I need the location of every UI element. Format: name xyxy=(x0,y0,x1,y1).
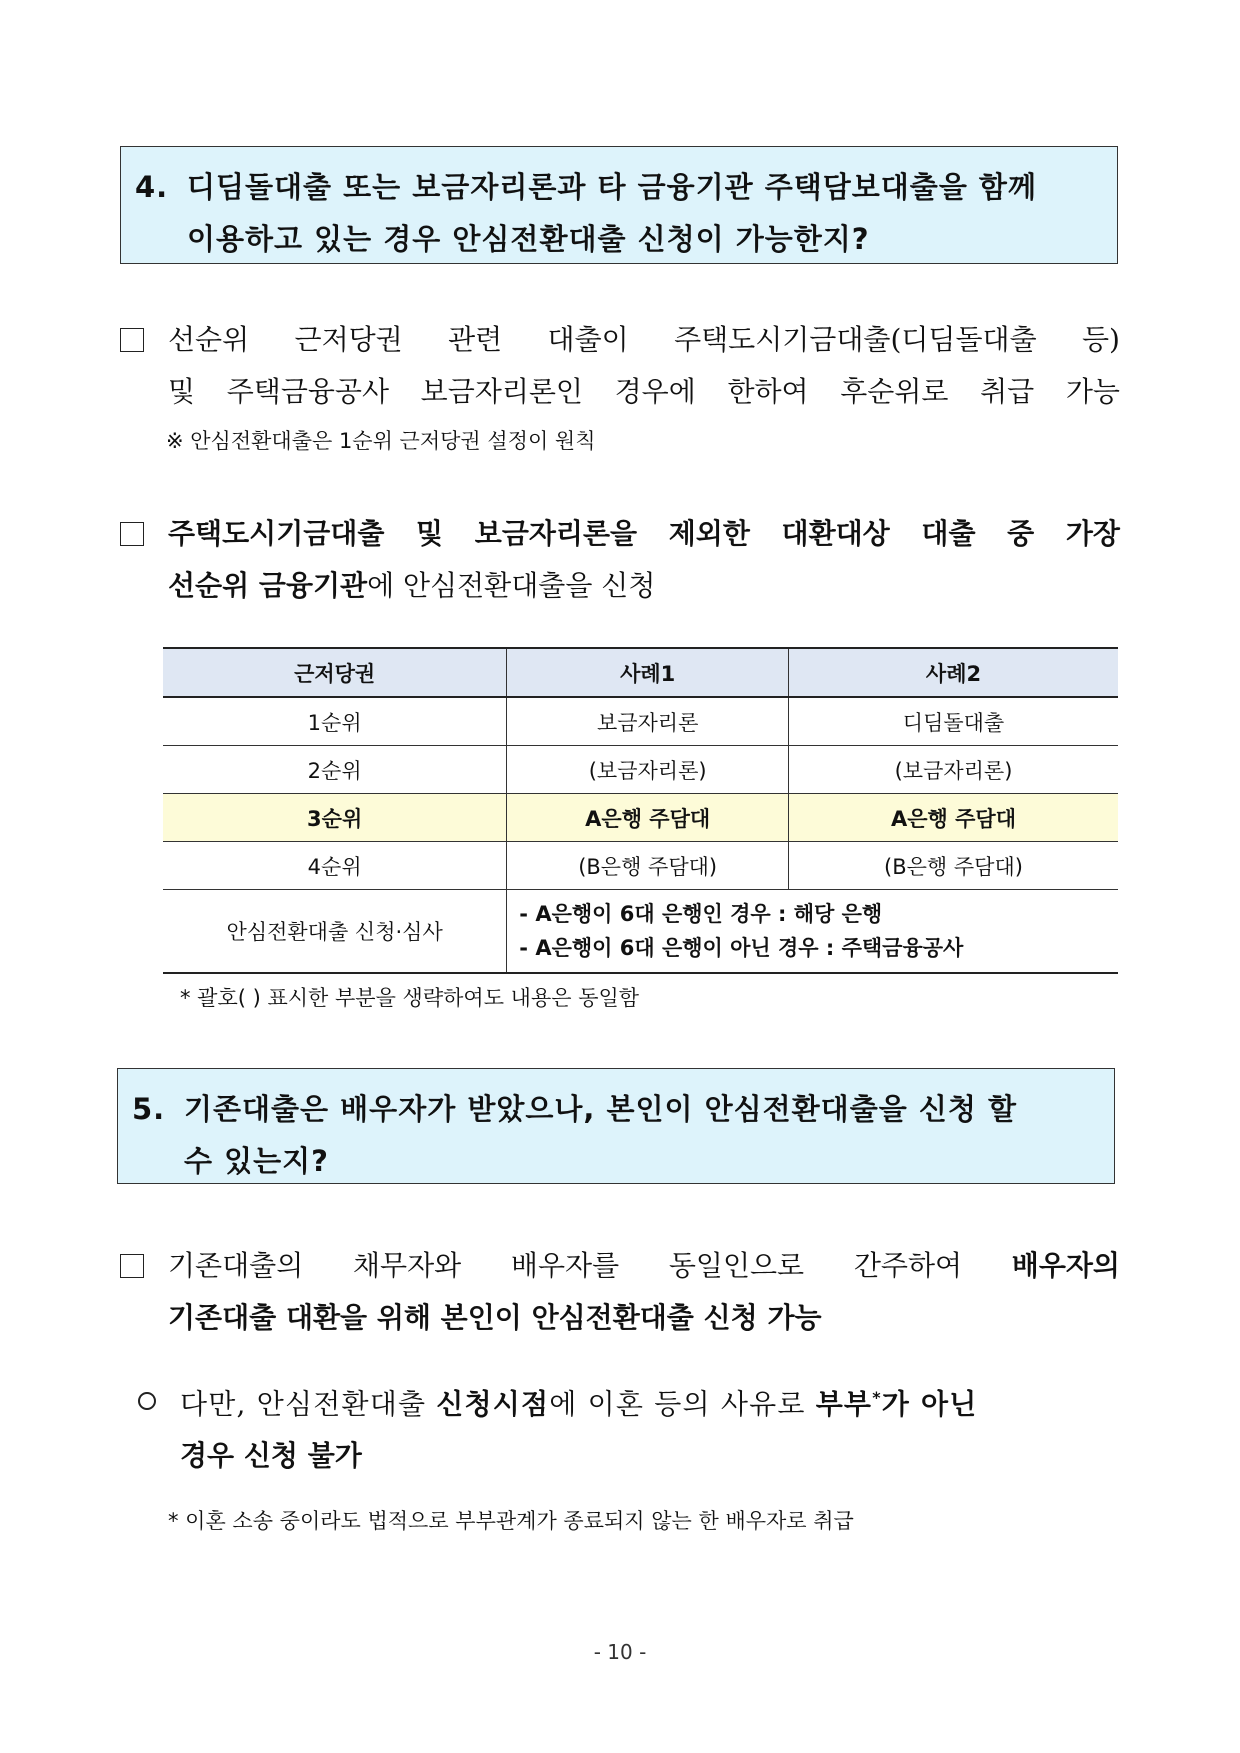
q4-answer-1-line-2: 및 주택금융공사 보금자리론인 경우에 한하여 후순위로 취급 가능 xyxy=(168,375,1120,408)
table-header-cell: 사례2 xyxy=(789,648,1118,697)
table-cell: (B은행 주담대) xyxy=(789,842,1118,890)
question-4-box xyxy=(120,146,1118,264)
q4-answer-1-line-1: 선순위 근저당권 관련 대출이 주택도시기금대출(디딤돌대출 등) xyxy=(120,314,1120,366)
q4-answer-1 xyxy=(120,314,1120,418)
q5-answer-1-line-1: 기존대출의 채무자와 배우자를 동일인으로 간주하여 배우자의 xyxy=(120,1240,1120,1292)
table-header-cell: 사례1 xyxy=(507,648,789,697)
q5-answer-1-line-2: 기존대출 대환을 위해 본인이 안심전환대출 신청 가능 xyxy=(168,1301,822,1334)
circle-bullet-icon xyxy=(138,1392,156,1410)
table-row xyxy=(163,746,1118,794)
question-4-line-1: 4. 디딤돌대출 또는 보금자리론과 타 금융기관 주택담보대출을 함께 xyxy=(135,161,1103,213)
table-cell: (보금자리론) xyxy=(789,746,1118,794)
table-cell: 3순위 xyxy=(163,794,507,842)
q4-answer-2-line-2: 선순위 금융기관에 안심전환대출을 신청 xyxy=(168,569,656,602)
checkbox-bullet-icon xyxy=(120,522,144,546)
q4-answer-2-line-1: 주택도시기금대출 및 보금자리론을 제외한 대환대상 대출 중 가장 xyxy=(120,508,1120,560)
table-cell: 안심전환대출 신청·심사 xyxy=(163,890,507,974)
table-cell: A은행 주담대 xyxy=(507,794,789,842)
table-row-highlighted xyxy=(163,794,1118,842)
question-5-number: 5. xyxy=(132,1092,166,1126)
table-cell: 보금자리론 xyxy=(507,697,789,746)
question-5-line-1: 5. 기존대출은 배우자가 받았으나, 본인이 안심전환대출을 신청 할 xyxy=(132,1083,1100,1135)
question-4-number: 4. xyxy=(135,170,169,204)
question-4-line-2: 이용하고 있는 경우 안심전환대출 신청이 가능한지? xyxy=(187,222,870,256)
table-cell: 1순위 xyxy=(163,697,507,746)
table-footnote: * 괄호( ) 표시한 부분을 생략하여도 내용은 동일함 xyxy=(180,986,640,1010)
q4-answer-2 xyxy=(120,508,1120,612)
q4-answer-1-note: ※ 안심전환대출은 1순위 근저당권 설정이 원칙 xyxy=(166,429,596,453)
table-header-row xyxy=(163,648,1118,697)
table-header-cell: 근저당권 xyxy=(163,648,507,697)
table-row xyxy=(163,697,1118,746)
q5-answer-2-line-1: 다만, 안심전환대출 신청시점에 이혼 등의 사유로 부부*가 아닌 xyxy=(138,1372,1120,1430)
table-cell: A은행 주담대 xyxy=(789,794,1118,842)
table-cell-application-rules: - A은행이 6대 은행인 경우 : 해당 은행 - A은행이 6대 은행이 아닌 경우 : 주택금융공사 xyxy=(507,890,1118,974)
mortgage-cases-table xyxy=(163,647,1118,974)
table-row xyxy=(163,842,1118,890)
checkbox-bullet-icon xyxy=(120,328,144,352)
table-cell: (B은행 주담대) xyxy=(507,842,789,890)
question-5-box xyxy=(117,1068,1115,1184)
page-number: - 10 - xyxy=(593,1640,647,1664)
table-cell: 디딤돌대출 xyxy=(789,697,1118,746)
q5-answer-1 xyxy=(120,1240,1120,1344)
q5-answer-2-line-2: 경우 신청 불가 xyxy=(180,1439,362,1473)
table-row-application xyxy=(163,890,1118,974)
q5-answer-2-note: * 이혼 소송 중이라도 법적으로 부부관계가 종료되지 않는 한 배우자로 취급 xyxy=(168,1509,854,1533)
table-cell: 4순위 xyxy=(163,842,507,890)
table-cell: 2순위 xyxy=(163,746,507,794)
table-cell: (보금자리론) xyxy=(507,746,789,794)
checkbox-bullet-icon xyxy=(120,1254,144,1278)
question-5-line-2: 수 있는지? xyxy=(184,1144,329,1178)
q5-answer-2 xyxy=(138,1372,1120,1482)
